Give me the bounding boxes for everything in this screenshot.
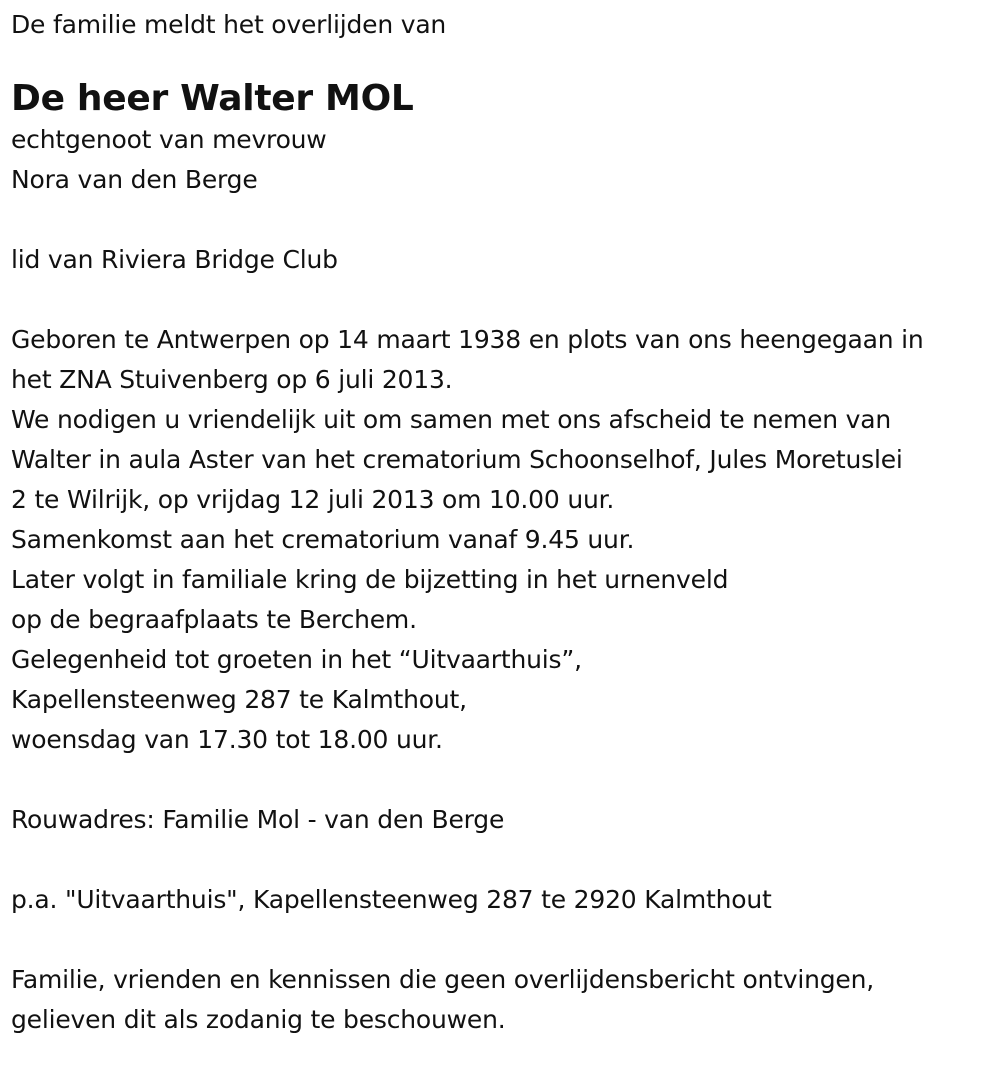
details-line: Later volgt in familiale kring de bijzetting in het urnenveld: [11, 565, 729, 594]
closing-block: [11, 960, 996, 1040]
spacer: [11, 280, 996, 320]
details-line: Geboren te Antwerpen op 14 maart 1938 en plots van ons heengegaan in: [11, 325, 924, 354]
closing-line: Familie, vrienden en kennissen die geen overlijdensbericht ontvingen,: [11, 965, 875, 994]
obituary-notice: [11, 0, 996, 1040]
care-of-address: p.a. "Uitvaarthuis", Kapellensteenweg 287 te 2920 Kalmthout: [11, 885, 772, 914]
spouse-line-2: Nora van den Berge: [11, 165, 258, 194]
details-line: woensdag van 17.30 tot 18.00 uur.: [11, 725, 443, 754]
details-line: het ZNA Stuivenberg op 6 juli 2013.: [11, 365, 453, 394]
closing-line: gelieven dit als zodanig te beschouwen.: [11, 1005, 506, 1034]
deceased-name: De heer Walter MOL: [11, 78, 414, 119]
spacer: [11, 840, 996, 880]
mourning-address: Rouwadres: Familie Mol - van den Berge: [11, 805, 505, 834]
details-line: Gelegenheid tot groeten in het “Uitvaarthuis”,: [11, 645, 582, 674]
intro-text: De familie meldt het overlijden van: [11, 10, 447, 39]
spacer: [11, 760, 996, 800]
spacer: [11, 200, 996, 240]
details-line: 2 te Wilrijk, op vrijdag 12 juli 2013 om 10.00 uur.: [11, 485, 615, 514]
membership-text: lid van Riviera Bridge Club: [11, 245, 338, 274]
spouse-line-1: echtgenoot van mevrouw: [11, 125, 327, 154]
details-line: op de begraafplaats te Berchem.: [11, 605, 417, 634]
details-block: [11, 320, 996, 760]
details-line: We nodigen u vriendelijk uit om samen met ons afscheid te nemen van: [11, 405, 892, 434]
details-line: Kapellensteenweg 287 te Kalmthout,: [11, 685, 467, 714]
details-line: Walter in aula Aster van het crematorium Schoonselhof, Jules Moretuslei: [11, 445, 903, 474]
spacer: [11, 920, 996, 960]
details-line: Samenkomst aan het crematorium vanaf 9.45 uur.: [11, 525, 635, 554]
